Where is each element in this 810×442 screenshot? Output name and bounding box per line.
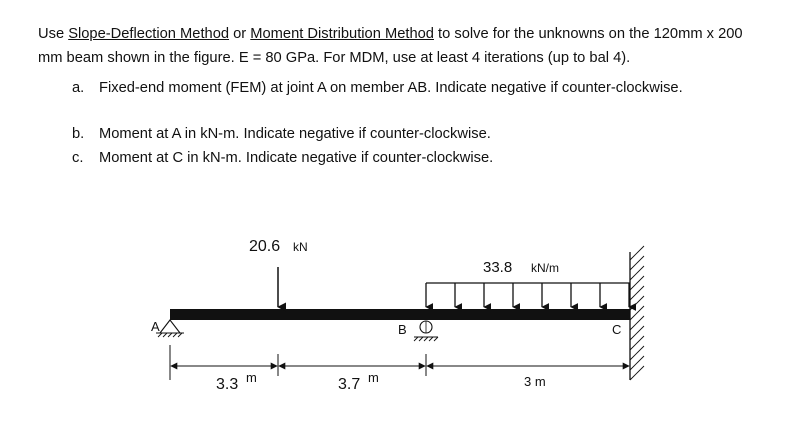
point-load bbox=[249, 238, 308, 307]
distributed-load-arrows-icon bbox=[426, 283, 629, 307]
question-b-letter: b. bbox=[72, 126, 85, 142]
dimension-3-text: 3 m bbox=[524, 374, 546, 389]
udl-value: 33.8 bbox=[483, 259, 513, 276]
joint-a-label: A bbox=[151, 319, 160, 334]
slope-deflection-link: Slope-Deflection Method bbox=[68, 26, 230, 42]
fixed-wall-icon bbox=[630, 246, 644, 380]
question-a-text: Fixed-end moment (FEM) at joint A on member AB. Indicate negative if counter-clockwise. bbox=[99, 80, 683, 96]
question-a-letter: a. bbox=[72, 80, 85, 96]
udl-unit: kN/m bbox=[531, 261, 559, 275]
intro-prefix: Use bbox=[38, 26, 69, 42]
distributed-load bbox=[426, 259, 630, 307]
roller-support-icon bbox=[414, 321, 438, 341]
point-load-unit: kN bbox=[293, 240, 308, 254]
joint-b-label: B bbox=[398, 322, 407, 337]
dimension-1-value: 3.3 bbox=[216, 376, 239, 393]
question-c-letter: c. bbox=[72, 150, 84, 166]
pin-support-icon bbox=[156, 320, 184, 337]
question-c-text: Moment at C in kN-m. Indicate negative if counter-clockwise. bbox=[99, 150, 494, 166]
question-b-text: Moment at A in kN-m. Indicate negative if counter-clockwise. bbox=[99, 126, 491, 142]
beam bbox=[170, 309, 630, 320]
method-conjunction: or bbox=[229, 26, 251, 42]
intro-suffix: to solve for the unknowns on the 120mm x 200 mm beam shown in the figure. E = 80 GPa. For MDM, use at least 4 iterations (up to bal 4). bbox=[38, 26, 743, 66]
dimension-1-unit: m bbox=[246, 370, 257, 385]
joint-c-label: C bbox=[612, 322, 622, 337]
moment-distribution-link: Moment Distribution Method bbox=[250, 26, 434, 42]
dimension-2-unit: m bbox=[368, 370, 379, 385]
dimension-2-value: 3.7 bbox=[338, 376, 361, 393]
point-load-value: 20.6 bbox=[249, 238, 281, 255]
